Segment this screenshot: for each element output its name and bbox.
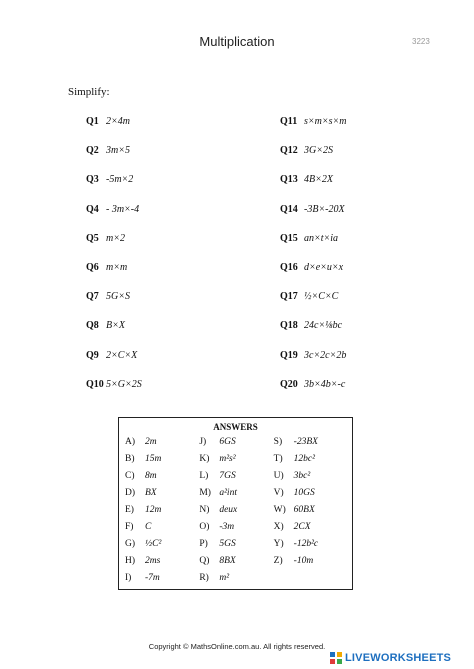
question-expression: - 3m×-4 [106,203,140,215]
answer-row [274,468,348,485]
answer-value: -10m [293,555,314,566]
question-row [280,341,346,370]
answer-row [199,552,273,569]
answer-letter: O) [199,521,210,532]
question-expression: m×m [106,262,128,274]
answer-letter: X) [273,521,284,532]
answer-value: -12b²c [293,538,319,549]
question-row [86,165,142,194]
answer-letter: R) [199,572,209,583]
question-number: Q16 [280,262,298,274]
answer-letter: L) [199,471,209,482]
question-number: Q13 [280,174,298,186]
answer-value: 8BX [219,555,236,566]
question-expression: 3b×4b×-c [304,378,346,390]
answer-row [274,502,348,519]
answer-row [199,468,273,485]
question-row [280,195,346,224]
question-row [280,136,346,165]
answer-row [274,518,348,535]
question-row [86,370,142,399]
question-expression: s×m×s×m [304,116,347,128]
question-expression: 4B×2X [304,174,333,186]
answer-letter: Q) [199,555,210,566]
liveworksheets-logo[interactable] [330,652,451,664]
question-expression: 2×4m [106,116,130,128]
answer-row [199,485,273,502]
question-expression: d×e×u×x [304,262,344,274]
answer-row [199,451,273,468]
worksheet-code: 3223 [412,37,430,46]
answer-row [125,569,199,586]
answer-value: 10GS [293,488,315,499]
answer-value: BX [145,488,157,499]
answer-value: deux [219,505,238,515]
question-row [86,195,142,224]
answer-row [125,552,199,569]
answer-letter: K) [199,454,210,465]
question-row [86,224,142,253]
question-row [86,136,142,165]
answer-value: m²s² [219,454,236,465]
answer-value: -3m [219,521,235,532]
liveworksheets-logo-text: LIVEWORKSHEETS [345,652,452,664]
question-row [280,253,346,282]
question-row [280,107,346,136]
answer-row [199,535,273,552]
question-number: Q3 [86,174,99,186]
answer-letter: C) [125,471,135,482]
answer-letter: Y) [273,538,284,549]
liveworksheets-logo-icon [330,652,342,664]
answer-letter: M) [199,488,211,499]
answers-column-1 [125,434,199,586]
answer-letter: G) [125,538,136,549]
answer-row [125,434,199,451]
question-expression: 3G×2S [304,145,333,157]
question-number: Q7 [86,291,99,303]
answer-value: 6GS [219,437,236,448]
answer-letter: A) [125,437,136,448]
answers-title: ANSWERS [213,422,258,432]
question-expression: ½×C×C [304,291,339,303]
answer-value: -23BX [293,437,318,448]
answers-column-3 [274,434,348,586]
question-expression: -5m×2 [106,174,134,186]
answer-value: 8m [145,471,157,482]
answer-value: 2m [145,437,157,448]
question-expression: an×t×ia [304,232,339,244]
question-row [86,311,142,340]
question-number: Q8 [86,320,99,332]
questions-right-column [280,107,346,399]
answer-row [125,502,199,519]
question-row [280,370,346,399]
answer-letter: P) [199,538,208,549]
question-number: Q15 [280,232,298,244]
question-expression: 5×G×2S [106,378,142,390]
answer-value: 5GS [219,538,236,549]
question-number: Q10 [86,378,104,390]
question-expression: 3c×2c×2b [304,349,347,361]
answer-letter: N) [199,505,210,515]
question-row [280,224,346,253]
question-number: Q20 [280,378,298,390]
question-number: Q19 [280,349,298,361]
question-number: Q4 [86,203,99,215]
question-number: Q12 [280,145,298,157]
answer-value: 12bc² [293,454,315,465]
question-number: Q17 [280,291,298,303]
answer-value: m² [219,572,230,583]
question-row [86,282,142,311]
question-number: Q18 [280,320,298,332]
answer-letter: T) [273,454,283,465]
instruction-text: Simplify: [68,86,110,98]
question-number: Q6 [86,262,99,274]
answer-value: a²int [219,488,237,499]
answer-letter: V) [273,488,284,499]
answer-value: 3bc² [293,471,311,482]
question-number: Q14 [280,203,298,215]
answer-row [274,552,348,569]
question-expression: B×X [106,320,125,332]
answer-value: 12m [145,505,162,515]
answers-column-2 [199,434,273,586]
answer-letter: H) [125,555,136,566]
answer-row [125,518,199,535]
answer-row [125,451,199,468]
answer-letter: Z) [273,555,283,566]
answer-row [274,434,348,451]
answers-box [118,417,353,590]
answer-letter: J) [199,437,207,448]
question-expression: 2×C×X [106,349,138,361]
answer-value: -7m [145,572,160,583]
question-expression: m×2 [106,232,125,244]
answer-row [199,502,273,519]
answer-row [125,485,199,502]
question-number: Q2 [86,145,99,157]
questions-left-column [86,107,142,399]
answer-row [199,434,273,451]
question-row [280,165,346,194]
answer-letter: U) [273,471,284,482]
answer-value: 15m [145,454,162,465]
question-row [86,253,142,282]
question-number: Q11 [280,116,298,128]
question-number: Q1 [86,116,99,128]
question-number: Q5 [86,232,99,244]
question-expression: -3B×-20X [304,203,345,215]
question-row [86,341,142,370]
answer-value: 60BX [293,505,315,515]
answer-row [274,451,348,468]
answer-letter: F) [125,521,134,532]
question-expression: 24c×⅛bc [304,320,343,332]
question-number: Q9 [86,349,99,361]
answer-row [125,535,199,552]
answer-value: 7GS [219,471,236,482]
answer-row [274,485,348,502]
page-title: Multiplication [199,34,275,49]
answer-value: C [145,521,152,532]
answer-letter: W) [273,505,286,515]
question-row [86,107,142,136]
answer-row [274,535,348,552]
answer-row [199,518,273,535]
question-row [280,311,346,340]
question-row [280,282,346,311]
question-expression: 5G×S [106,291,130,303]
question-expression: 3m×5 [106,145,130,157]
answer-value: 2ms [145,555,161,566]
copyright-text: Copyright © MathsOnline.com.au. All rights reserved. [148,642,326,651]
answer-letter: I) [125,572,132,583]
answer-letter: E) [125,505,134,515]
answer-row [199,569,273,586]
answer-value: 2CX [293,521,311,532]
answer-letter: B) [125,454,135,465]
answer-row [125,468,199,485]
answer-letter: S) [273,437,283,448]
answer-letter: D) [125,488,136,499]
answer-value: ½C² [145,538,162,549]
